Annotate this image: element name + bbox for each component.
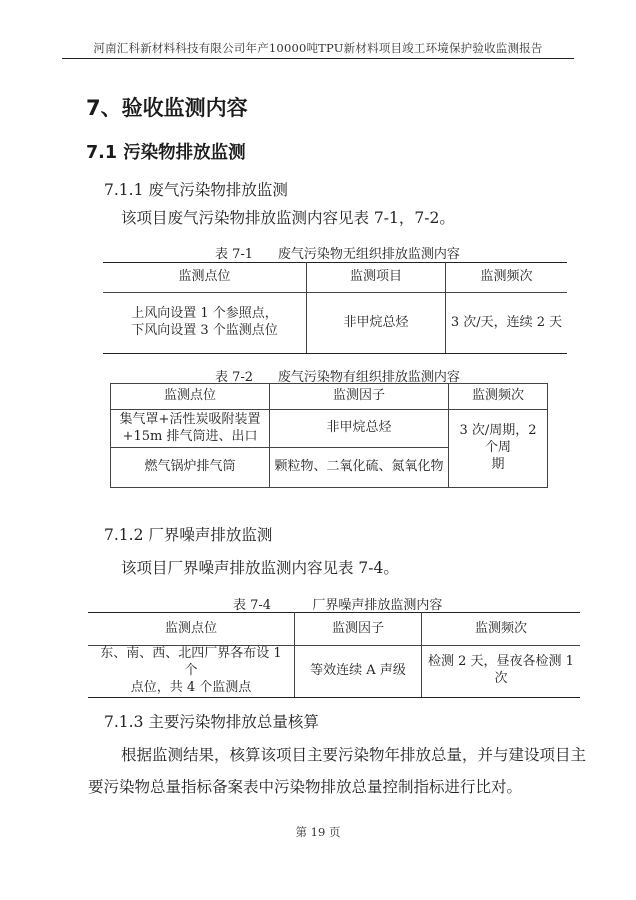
header-cell: 监测频次: [446, 263, 568, 293]
header-cell: 监测点位: [103, 263, 307, 293]
section-7-1-3-heading: 7.1.3 主要污染物排放总量核算: [104, 713, 319, 731]
header-cell: 监测点位: [88, 613, 295, 646]
table-row: [111, 410, 548, 448]
table-row: [88, 646, 580, 698]
section-7-1-1-paragraph: 该项目废气污染物排放监测内容见表 7-1，7-2。: [121, 209, 455, 227]
table-header-row: [103, 263, 567, 293]
section-7-1-1-heading: 7.1.1 废气污染物排放监测: [104, 181, 288, 199]
monitoring-factor-cell: 非甲烷总烃: [270, 410, 449, 448]
monitoring-frequency-cell: 检测 2 天，昼夜各检测 1 次: [422, 646, 581, 698]
cell-line: 点位，共 4 个监测点: [130, 679, 252, 695]
header-cell: 监测因子: [270, 384, 449, 410]
table-header-row: [88, 613, 580, 646]
header-cell: 监测频次: [449, 384, 548, 410]
monitoring-item-cell: 非甲烷总烃: [307, 293, 446, 354]
section-7-1-3-paragraph-line2: 要污染物总量指标备案表中污染物排放总量控制指标进行比对。: [88, 778, 523, 796]
table-7-4-caption: 表 7-4 厂界噪声排放监测内容: [233, 598, 443, 613]
running-header: 河南汇科新材料科技有限公司年产10000吨TPU新材料项目竣工环境保护验收监测报告: [93, 41, 543, 55]
monitoring-point-cell: [88, 646, 295, 698]
cell-line: 下风向设置 3 个监测点位: [131, 323, 278, 338]
cell-line: 期: [491, 456, 505, 472]
header-cell: 监测频次: [422, 613, 581, 646]
monitoring-frequency-cell: 3 次/天，连续 2 天: [446, 293, 568, 354]
header-cell: 监测项目: [307, 263, 446, 293]
header-divider: [62, 58, 574, 59]
monitoring-frequency-cell: [449, 410, 548, 488]
monitoring-factor-cell: 等效连续 A 声级: [295, 646, 422, 698]
table-7-2: [110, 383, 548, 488]
monitoring-point-cell: [103, 293, 307, 354]
table-header-row: [111, 384, 548, 410]
table-7-2-caption: 表 7-2 废气污染物有组织排放监测内容: [215, 370, 460, 385]
monitoring-factor-cell: 颗粒物、二氧化硫、氮氧化物: [270, 448, 449, 488]
section-7-1-3-paragraph-line1: 根据监测结果，核算该项目主要污染物年排放总量，并与建设项目主: [121, 746, 587, 764]
header-cell: 监测因子: [295, 613, 422, 646]
section-7-heading: 7、验收监测内容: [86, 96, 248, 120]
page-number: 第 19 页: [295, 825, 341, 839]
monitoring-point-cell: 燃气锅炉排气筒: [111, 448, 270, 488]
header-cell: 监测点位: [111, 384, 270, 410]
cell-line: +15m 排气筒进、出口: [122, 428, 258, 444]
section-7-1-heading: 7.1 污染物排放监测: [86, 143, 246, 163]
table-row: [103, 293, 567, 354]
cell-line: 上风向设置 1 个参照点，: [131, 306, 278, 322]
table-7-4: [88, 612, 580, 698]
table-7-1: [103, 262, 567, 354]
section-7-1-2-heading: 7.1.2 厂界噪声排放监测: [104, 526, 273, 544]
table-7-1-caption: 表 7-1 废气污染物无组织排放监测内容: [215, 247, 460, 262]
cell-line: 集气罩+活性炭吸附装置: [119, 411, 261, 427]
section-7-1-2-paragraph: 该项目厂界噪声排放监测内容见表 7-4。: [121, 559, 399, 577]
cell-line: 3 次/周期，2 个周: [459, 423, 537, 456]
cell-line: 东、南、西、北四厂界各布设 1 个: [100, 646, 282, 678]
monitoring-point-cell: [111, 410, 270, 448]
